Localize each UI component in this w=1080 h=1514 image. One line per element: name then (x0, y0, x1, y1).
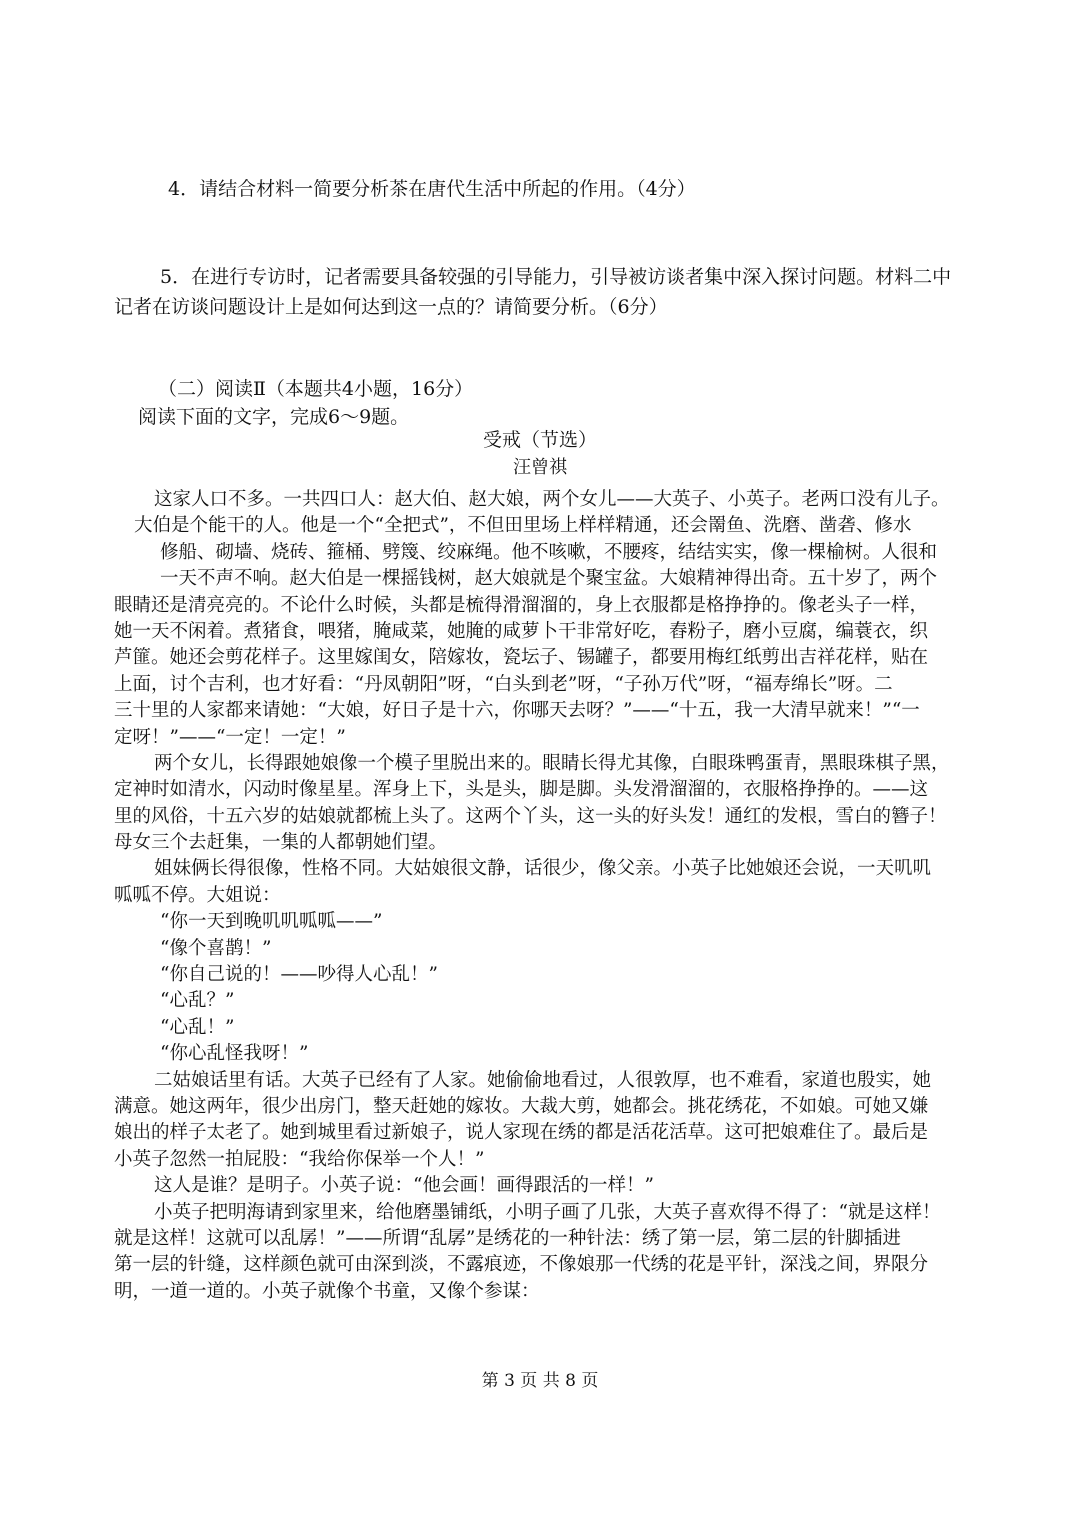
reading-instruction: 阅读下面的文字，完成6～9题。 (138, 406, 410, 428)
passage-author: 汪曾祺 (513, 457, 567, 478)
page-number: 第 3 页 共 8 页 (481, 1371, 599, 1391)
question-5 (114, 262, 972, 322)
passage-line: 眼睛还是清亮亮的。不论什么时候，头都是梳得滑溜溜的，身上衣服都是格挣挣的。像老头子一样， (114, 594, 929, 616)
passage-line: 二姑娘话里有话。大英子已经有了人家。她偷偷地看过，人很敦厚，也不难看，家道也殷实，她 (154, 1069, 932, 1091)
passage-line: 上面，讨个吉利，也才好看：“丹凤朝阳”呀，“白头到老”呀，“子孙万代”呀，“福寿绵长”呀。二 (114, 673, 893, 695)
passage-line: 就是这样！这就可以乱孱！”——所谓“乱孱”是绣花的一种针法：绣了第一层，第二层的针脚插进 (114, 1227, 901, 1249)
passage-line: 小英子忽然一拍屁股：“我给你保举一个人！” (114, 1148, 485, 1170)
passage-line: 明，一道一道的。小英子就像个书童，又像个参谋： (114, 1280, 540, 1302)
dialogue-line: “你自己说的！——吵得人心乱！” (160, 964, 438, 986)
passage-line: 小英子把明海请到家里来，给他磨墨铺纸，小明子画了几张，大英子喜欢得不得了：“就是这样！ (154, 1201, 941, 1223)
passage-line: 芦篚。她还会剪花样子。这里嫁闺女，陪嫁妆，瓷坛子、锡罐子，都要用梅红纸剪出吉祥花样，贴在 (114, 647, 929, 669)
passage-line: 定神时如清水，闪动时像星星。浑身上下，头是头，脚是脚。头发滑溜溜的，衣服格挣挣的。——这 (114, 779, 929, 801)
passage-line: 娘出的样子太老了。她到城里看过新娘子，说人家现在绣的都是活花活草。这可把娘难住了。最后是 (114, 1122, 929, 1144)
dialogue-line: “心乱？” (160, 990, 235, 1012)
passage-line: 三十里的人家都来请她：“大娘，好日子是十六，你哪天去呀？”——“十五，我一大清早就来！”“一 (114, 700, 920, 722)
section-heading: （二）阅读Ⅱ（本题共4小题，16分） (158, 378, 474, 400)
question-4: 4．请结合材料一简要分析茶在唐代生活中所起的作用。（4分） (168, 178, 696, 200)
passage-line: 姐妹俩长得很像，性格不同。大姑娘很文静，话很少，像父亲。小英子比她娘还会说，一天叽叽 (154, 858, 932, 880)
passage-line: 定呀！”——“一定！一定！” (114, 726, 346, 748)
passage-line: 第一层的针缝，这样颜色就可由深到淡，不露痕迹，不像娘那一代绣的花是平针，深浅之间，界限分 (114, 1254, 929, 1276)
passage-line: 呱呱不停。大姐说： (114, 884, 281, 906)
passage-line: 满意。她这两年，很少出房门，整天赶她的嫁妆。大裁大剪，她都会。挑花绣花，不如娘。可她又嫌 (114, 1095, 929, 1117)
dialogue-line: “像个喜鹊！” (160, 937, 272, 959)
question-5-line-2: 记者在访谈问题设计上是如何达到这一点的？请简要分析。（6分） (114, 296, 668, 318)
passage-body (114, 487, 968, 1305)
dialogue-line: “你心乱怪我呀！” (160, 1043, 309, 1065)
passage-line: 里的风俗，十五六岁的姑娘就都梳上头了。这两个丫头，这一头的好头发！通红的发根，雪白的簪子！ (114, 805, 947, 827)
passage-title: 受戒（节选） (482, 429, 597, 451)
passage-line: 这人是谁？是明子。小英子说：“他会画！画得跟活的一样！” (154, 1175, 654, 1197)
passage-line: 修船、砌墙、烧砖、箍桶、劈篾、绞麻绳。他不咳嗽，不腰疼，结结实实，像一棵榆树。人很和 (160, 541, 938, 563)
question-5-line-1: 5．在进行专访时，记者需要具备较强的引导能力，引导被访谈者集中深入探讨问题。材料二中 (160, 266, 952, 288)
passage-line: 她一天不闲着。煮猪食，喂猪，腌咸菜，她腌的咸萝卜干非常好吃，舂粉子，磨小豆腐，编蓑衣，织 (114, 620, 929, 642)
dialogue-line: “你一天到晚叽叽呱呱——” (160, 911, 383, 933)
passage-line: 一天不声不响。赵大伯是一棵摇钱树，赵大娘就是个聚宝盆。大娘精神得出奇。五十岁了，两个 (160, 568, 938, 590)
passage-line: 大伯是个能干的人。他是一个“全把式”，不但田里场上样样精通，还会罱鱼、洗磨、凿砻、修水 (134, 515, 912, 537)
passage-line: 这家人口不多。一共四口人：赵大伯、赵大娘，两个女儿——大英子、小英子。老两口没有儿子。 (154, 489, 950, 510)
dialogue-line: “心乱！” (160, 1016, 235, 1038)
passage-line: 两个女儿，长得跟她娘像一个模子里脱出来的。眼睛长得尤其像，白眼珠鸭蛋青，黑眼珠棋子黑， (154, 752, 950, 774)
passage-line: 母女三个去赶集，一集的人都朝她们望。 (114, 832, 448, 854)
